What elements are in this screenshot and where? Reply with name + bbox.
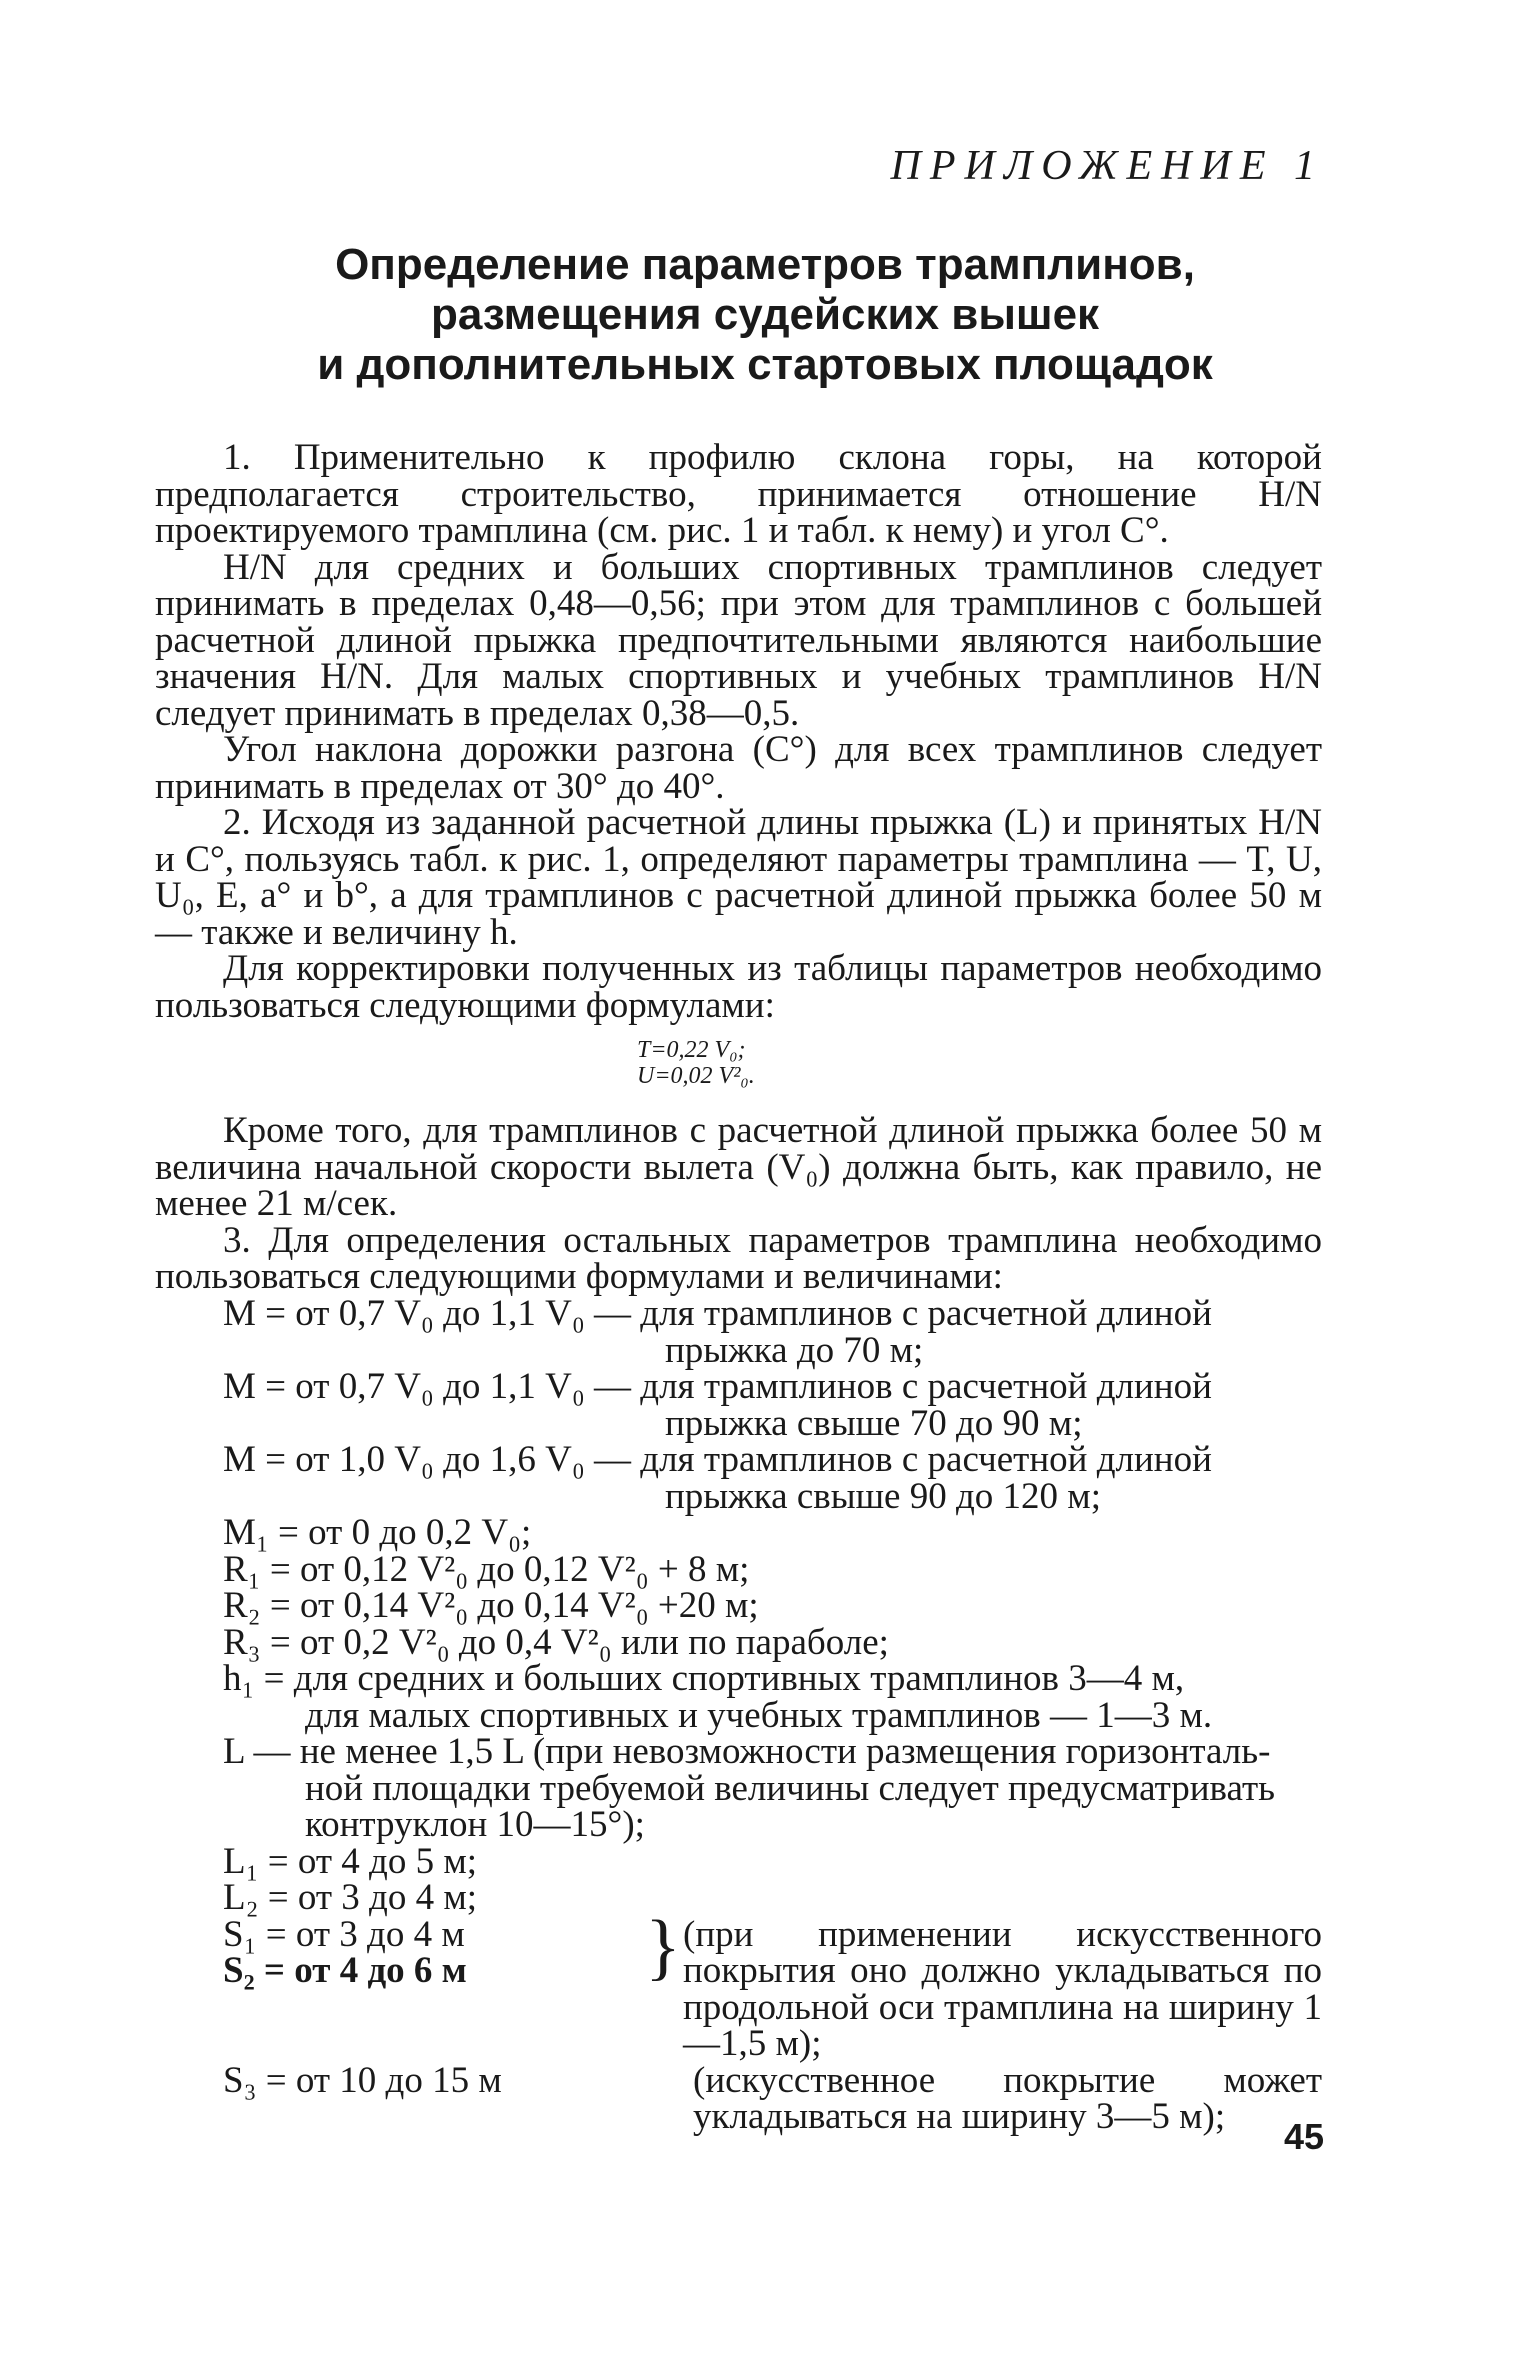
param-s3: S₃ = от 10 до 15 м — [223, 2059, 502, 2101]
param-s3-block — [155, 2059, 1322, 2137]
section-1 — [155, 437, 1322, 1026]
title-line-1: Определение параметров трамплинов, — [335, 240, 1195, 289]
param-m-2a: M = от 0,7 V₀ до 1,1 V₀ — для трамплинов с расчетной длиной — [223, 1366, 1212, 1407]
paragraph-3: Угол наклона дорожки разгона (C°) для всех трамплинов следует принимать в пределах от 30° до 40°. — [155, 729, 1322, 807]
param-r1: R₁ = от 0,12 V²₀ до 0,12 V²₀ + 8 м; — [223, 1548, 750, 1590]
param-s12-note: (при применении искусственного покрытия оно должно укладываться по продольной оси трамплина на ширину 1—1,5 м); — [683, 1913, 1322, 2064]
formula-t: T=0,22 V₀; — [637, 1037, 746, 1063]
paragraph-4: 2. Исходя из заданной расчетной длины прыжка (L) и принятых H/N и C°, пользуясь табл. к рис. 1, определяют параметры трамплина — T, U, U₀, E, a° и b°, а для трамплинов с расчетной длиной прыжка более 50 м — также и величину h. — [155, 802, 1322, 953]
paragraph-5: Для корректировки полученных из таблицы параметров необходимо пользоваться следующими формулами: — [155, 948, 1322, 1026]
formula-u: U=0,02 V²₀. — [637, 1063, 755, 1089]
param-s2: S₂ = от 4 до 6 м — [223, 1950, 467, 1991]
param-m-1b: прыжка до 70 м; — [665, 1329, 924, 1371]
param-h1b: для малых спортивных и учебных трамплинов — 1—3 м. — [305, 1694, 1213, 1736]
param-m-2b: прыжка свыше 70 до 90 м; — [665, 1402, 1083, 1444]
appendix-header: ПРИЛОЖЕНИЕ 1 — [890, 143, 1324, 189]
param-h1a: h₁ = для средних и больших спортивных трамплинов 3—4 м, — [223, 1658, 1185, 1699]
param-s12-block — [155, 1905, 1322, 2064]
param-s1: S₁ = от 3 до 4 м — [223, 1913, 465, 1955]
paragraph-7: 3. Для определения остальных параметров трамплина необходимо пользоваться следующими формулами и величинами: — [155, 1219, 1322, 1297]
title-line-2: размещения судейских вышек — [430, 290, 1100, 339]
section-2 — [155, 1110, 1322, 1297]
param-l-c: контруклон 10—15°); — [305, 1804, 645, 1845]
paragraph-1: 1. Применительно к профилю склона горы, на которой предполагается строительство, принимается отношение H/N проектируемого трамплина (см. рис. 1 и табл. к нему) и угол C°. — [155, 437, 1322, 551]
param-m-3a: M = от 1,0 V₀ до 1,6 V₀ — для трамплинов с расчетной длиной — [223, 1439, 1212, 1480]
param-r3: R₃ = от 0,2 V²₀ до 0,4 V²₀ или по параболе; — [223, 1621, 889, 1663]
paragraph-6: Кроме того, для трамплинов с расчетной длиной прыжка более 50 м величина начальной скорости вылета (V₀) должна быть, как правило, не менее 21 м/сек. — [155, 1110, 1322, 1224]
param-l-b: ной площадки требуемой величины следует предусматривать — [305, 1767, 1276, 1809]
param-s12-values — [223, 1913, 643, 1991]
paragraph-2: H/N для средних и больших спортивных трамплинов следует принимать в пределах 0,48—0,56; при этом для трамплинов с большей расчетной длиной прыжка предпочтительными являются наибольшие значения H/N. Для малых спортивных и учебных трамплинов H/N следует принимать в пределах 0,38—0,5. — [155, 546, 1322, 734]
param-l1: L₁ = от 4 до 5 м; — [223, 1840, 478, 1882]
param-m-3b: прыжка свыше 90 до 120 м; — [665, 1475, 1101, 1517]
param-l-a: L — не менее 1,5 L (при невозможности размещения горизонталь- — [223, 1731, 1271, 1772]
page-title — [210, 240, 1320, 390]
page-number: 45 — [1283, 2116, 1324, 2157]
right-brace-icon: } — [645, 1905, 681, 1988]
param-s3-note: (искусственное покрытие может укладываться на ширину 3—5 м); — [693, 2059, 1322, 2137]
parameter-list — [155, 1293, 1322, 2137]
param-l2: L₂ = от 3 до 4 м; — [223, 1877, 478, 1918]
title-line-3: и дополнительных стартовых площадок — [317, 340, 1213, 389]
param-r2: R₂ = от 0,14 V²₀ до 0,14 V²₀ +20 м; — [223, 1585, 759, 1626]
formula-block — [637, 1037, 755, 1089]
param-m1: M₁ = от 0 до 0,2 V₀; — [223, 1512, 532, 1553]
param-m-1a: M = от 0,7 V₀ до 1,1 V₀ — для трамплинов с расчетной длиной — [223, 1293, 1212, 1334]
